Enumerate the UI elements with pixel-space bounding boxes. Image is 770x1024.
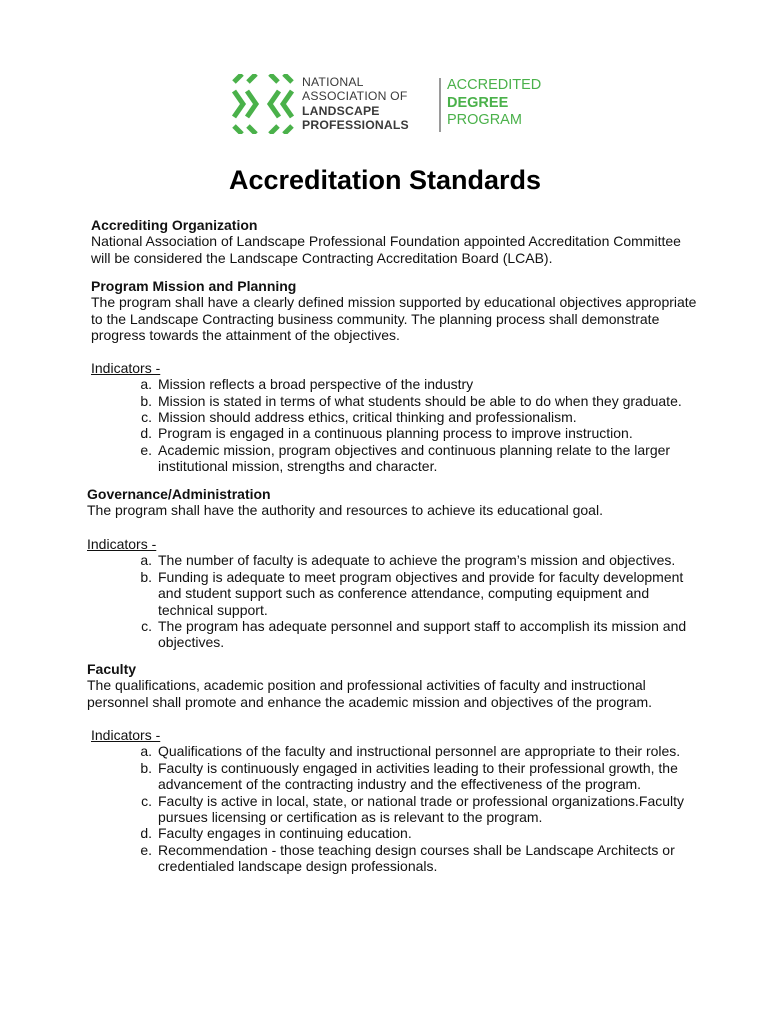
section-program-mission bbox=[91, 278, 696, 344]
list-marker: c. bbox=[141, 409, 152, 425]
list-marker: d. bbox=[140, 825, 152, 841]
list-marker: e. bbox=[140, 842, 152, 858]
section-faculty bbox=[87, 661, 652, 710]
list-item-line: Faculty is active in local, state, or national trade or professional organizations.Faculty bbox=[158, 793, 685, 809]
list-item-line: technical support. bbox=[158, 601, 268, 618]
list-item bbox=[128, 618, 686, 651]
list-item bbox=[128, 552, 675, 568]
list-item bbox=[128, 842, 675, 875]
paragraph-line: will be considered the Landscape Contracting Accreditation Board (LCAB). bbox=[91, 249, 553, 266]
list-item-line: Recommendation - those teaching design courses shall be Landscape Architects or bbox=[158, 842, 675, 858]
logo-org-line: NATIONAL bbox=[302, 75, 364, 89]
logo-badge-line: DEGREE bbox=[447, 94, 509, 111]
paragraph-line: The program shall have a clearly defined mission supported by educational objectives appropriate bbox=[91, 294, 697, 311]
list-item bbox=[128, 760, 678, 793]
list-marker: b. bbox=[140, 393, 152, 409]
list-item-line: The program has adequate personnel and support staff to accomplish its mission and bbox=[158, 618, 687, 634]
list-item bbox=[128, 425, 633, 441]
list-item-line: Academic mission, program objectives and continuous planning relate to the larger bbox=[158, 442, 671, 458]
logo-org-line: ASSOCIATION OF bbox=[302, 89, 408, 104]
section-heading: Accrediting Organization bbox=[91, 217, 258, 233]
paragraph-line: The program shall have the authority and resources to achieve its educational goal. bbox=[87, 502, 603, 519]
list-item bbox=[128, 409, 577, 425]
list-item-line: pursues licensing or certification as is relevant to the program. bbox=[158, 809, 543, 826]
list-item bbox=[128, 376, 473, 392]
paragraph-line: to the Landscape Contracting business community. The planning process shall demonstrate bbox=[91, 310, 660, 327]
list-item bbox=[128, 793, 684, 826]
list-item-line: Mission reflects a broad perspective of the industry bbox=[158, 376, 474, 392]
section-heading: Faculty bbox=[87, 661, 137, 677]
list-marker: e. bbox=[140, 442, 152, 458]
list-item bbox=[128, 743, 680, 759]
logo-divider bbox=[439, 78, 441, 132]
logo-accreditation-badge bbox=[447, 77, 541, 130]
indicators-label: Indicators - bbox=[87, 536, 157, 552]
paragraph-line: The qualifications, academic position and professional activities of faculty and instructional bbox=[87, 677, 646, 694]
section-heading: Governance/Administration bbox=[87, 486, 271, 502]
list-marker: b. bbox=[140, 760, 152, 776]
nalp-logo bbox=[232, 74, 552, 136]
list-item-line: Mission should address ethics, critical thinking and professionalism. bbox=[158, 409, 577, 425]
list-item-line: credentialed landscape design professionals. bbox=[158, 858, 438, 875]
indicators-label: Indicators - bbox=[91, 360, 161, 376]
nalp-logo-mark-icon bbox=[232, 74, 294, 134]
list-item-line: The number of faculty is adequate to achieve the program’s mission and objectives. bbox=[158, 552, 676, 568]
logo-org-line: LANDSCAPE bbox=[302, 103, 380, 118]
list-marker: c. bbox=[141, 618, 152, 634]
section-accrediting-organization bbox=[91, 217, 681, 266]
list-item-line: Funding is adequate to meet program objectives and provide for faculty development bbox=[158, 569, 684, 585]
logo-org-line: PROFESSIONALS bbox=[302, 117, 409, 132]
list-item-line: institutional mission, strengths and character. bbox=[158, 458, 438, 475]
list-item-line: Faculty is continuously engaged in activities leading to their professional growth, the bbox=[158, 760, 678, 776]
list-marker: b. bbox=[140, 569, 152, 585]
list-item bbox=[128, 569, 683, 618]
indicators-label: Indicators - bbox=[91, 727, 161, 743]
list-item-line: objectives. bbox=[158, 634, 225, 651]
page-title: Accreditation Standards bbox=[228, 165, 542, 195]
logo-organization-name bbox=[302, 75, 409, 132]
logo-badge-line: PROGRAM bbox=[447, 112, 522, 128]
paragraph-line: National Association of Landscape Professional Foundation appointed Accreditation Committee bbox=[91, 233, 681, 250]
list-marker: a. bbox=[140, 552, 152, 568]
paragraph-line: progress towards the attainment of the objectives. bbox=[91, 327, 400, 344]
list-item bbox=[128, 442, 670, 475]
list-item bbox=[128, 825, 412, 841]
list-marker: a. bbox=[140, 743, 152, 759]
list-marker: a. bbox=[140, 376, 152, 392]
list-marker: d. bbox=[140, 425, 152, 441]
list-item-line: advancement of the contracting industry and the effectiveness of the program. bbox=[158, 776, 642, 793]
list-item-line: Mission is stated in terms of what students should be able to do when they graduate. bbox=[158, 393, 682, 409]
list-item-line: Faculty engages in continuing education. bbox=[158, 825, 412, 841]
section-governance bbox=[87, 486, 603, 519]
list-item-line: Qualifications of the faculty and instructional personnel are appropriate to their roles. bbox=[158, 743, 681, 759]
paragraph-line: personnel shall promote and enhance the academic mission and objectives of the program. bbox=[87, 693, 652, 710]
list-item-line: Program is engaged in a continuous planning process to improve instruction. bbox=[158, 425, 633, 441]
logo-badge-line: ACCREDITED bbox=[447, 77, 542, 93]
list-item bbox=[128, 393, 682, 409]
section-heading: Program Mission and Planning bbox=[91, 278, 297, 294]
list-item-line: and student support such as conference attendance, computing equipment and bbox=[158, 585, 650, 602]
list-marker: c. bbox=[141, 793, 152, 809]
